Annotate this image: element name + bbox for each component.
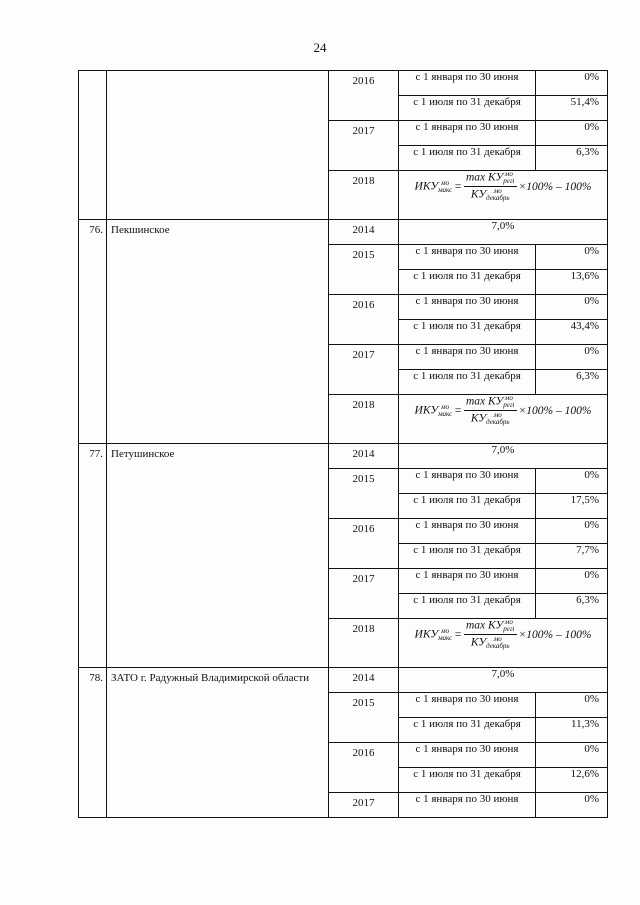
period-cell: с 1 января по 30 июня — [399, 245, 536, 270]
formula-num-sub: регі — [503, 177, 515, 185]
period-cell: с 1 июля по 31 декабря — [399, 320, 536, 345]
period-cell: с 1 января по 30 июня — [399, 793, 536, 818]
formula-num-max: max — [465, 395, 486, 408]
period-cell: с 1 июля по 31 декабря — [399, 718, 536, 743]
year-cell: 2016 — [329, 71, 399, 121]
period-cell: с 1 января по 30 июня — [399, 121, 536, 146]
value-cell: 6,3% — [536, 594, 608, 619]
year-cell: 2016 — [329, 519, 399, 569]
tariff-index-table — [78, 70, 608, 818]
year-cell: 2017 — [329, 345, 399, 395]
value-cell: 0% — [536, 71, 608, 96]
formula-fraction — [464, 395, 517, 426]
table-row — [79, 668, 608, 693]
formula-fraction — [464, 619, 517, 650]
municipality-cell: Пекшинское — [107, 220, 329, 444]
formula-num-ku: КУ — [487, 395, 504, 408]
formula-num-ku: КУ — [487, 171, 504, 184]
formula-num-max: max — [465, 171, 486, 184]
row-number-cell: 77. — [79, 444, 107, 668]
formula-num-sup: мо — [504, 170, 513, 178]
period-cell: с 1 января по 30 июня — [399, 71, 536, 96]
municipality-cell: Петушинское — [107, 444, 329, 668]
value-cell: 0% — [536, 519, 608, 544]
table-row — [79, 220, 608, 245]
municipality-cell: ЗАТО г. Радужный Владимирской области — [107, 668, 329, 818]
municipality-cell — [107, 71, 329, 220]
value-cell: 0% — [536, 693, 608, 718]
formula-lhs-sup: мо — [441, 626, 450, 635]
year-cell: 2014 — [329, 668, 399, 693]
formula-lhs-sub: макс — [438, 633, 453, 642]
period-cell: с 1 июля по 31 декабря — [399, 494, 536, 519]
period-cell: с 1 июля по 31 декабря — [399, 96, 536, 121]
year-cell: 2015 — [329, 693, 399, 743]
value-cell: 0% — [536, 121, 608, 146]
year-cell: 2018 — [329, 395, 399, 444]
formula-lhs: ИКУ — [414, 628, 439, 641]
year-cell: 2016 — [329, 295, 399, 345]
value-cell: 0% — [536, 245, 608, 270]
value-cell: 0% — [536, 469, 608, 494]
value-cell: 0% — [536, 345, 608, 370]
formula-cell — [399, 619, 608, 668]
formula-den-sub: декабрь — [486, 418, 510, 426]
formula-rhs: ×100% – 100% — [518, 628, 592, 641]
value-cell: 51,4% — [536, 96, 608, 121]
page-number: 24 — [313, 40, 327, 55]
formula-lhs-sub: макс — [438, 409, 453, 418]
value-cell: 0% — [536, 295, 608, 320]
period-cell: с 1 января по 30 июня — [399, 469, 536, 494]
period-cell: с 1 июля по 31 декабря — [399, 146, 536, 171]
row-number-cell — [79, 71, 107, 220]
formula-den-sup: мо — [493, 411, 502, 419]
row-number-cell: 78. — [79, 668, 107, 818]
formula-eq: = — [454, 180, 462, 193]
period-cell: с 1 июля по 31 декабря — [399, 768, 536, 793]
period-cell: с 1 января по 30 июня — [399, 519, 536, 544]
value-cell: 0% — [536, 569, 608, 594]
year-cell: 2014 — [329, 220, 399, 245]
formula — [415, 619, 592, 650]
year-cell: 2018 — [329, 171, 399, 220]
formula-eq: = — [454, 628, 462, 641]
formula-num-sub: регі — [503, 401, 515, 409]
value-cell: 12,6% — [536, 768, 608, 793]
formula-num-sup: мо — [504, 394, 513, 402]
period-cell: с 1 января по 30 июня — [399, 569, 536, 594]
formula-lhs: ИКУ — [414, 404, 439, 417]
period-cell: с 1 января по 30 июня — [399, 345, 536, 370]
formula-num-sub: регі — [503, 625, 515, 633]
value-cell: 43,4% — [536, 320, 608, 345]
formula — [415, 171, 592, 202]
value-cell: 7,0% — [399, 444, 608, 469]
value-cell: 13,6% — [536, 270, 608, 295]
year-cell: 2014 — [329, 444, 399, 469]
value-cell: 11,3% — [536, 718, 608, 743]
period-cell: с 1 июля по 31 декабря — [399, 270, 536, 295]
year-cell: 2017 — [329, 793, 399, 818]
formula-lhs-sup: мо — [441, 178, 450, 187]
formula-cell — [399, 171, 608, 220]
period-cell: с 1 января по 30 июня — [399, 295, 536, 320]
formula-rhs: ×100% – 100% — [518, 404, 592, 417]
year-cell: 2015 — [329, 245, 399, 295]
value-cell: 7,0% — [399, 668, 608, 693]
formula-lhs-sub: макс — [438, 185, 453, 194]
formula-den-sup: мо — [493, 635, 502, 643]
formula-lhs-sup: мо — [441, 402, 450, 411]
formula-den-ku: КУ — [470, 412, 487, 425]
period-cell: с 1 июля по 31 декабря — [399, 544, 536, 569]
formula-rhs: ×100% – 100% — [518, 180, 592, 193]
formula-eq: = — [454, 404, 462, 417]
formula-lhs: ИКУ — [414, 180, 439, 193]
period-cell: с 1 июля по 31 декабря — [399, 370, 536, 395]
year-cell: 2017 — [329, 569, 399, 619]
formula-num-max: max — [465, 619, 486, 632]
period-cell: с 1 июля по 31 декабря — [399, 594, 536, 619]
value-cell: 7,0% — [399, 220, 608, 245]
row-number-cell: 76. — [79, 220, 107, 444]
formula-cell — [399, 395, 608, 444]
year-cell: 2018 — [329, 619, 399, 668]
year-cell: 2015 — [329, 469, 399, 519]
year-cell: 2017 — [329, 121, 399, 171]
formula-den-sub: декабрь — [486, 194, 510, 202]
year-cell: 2016 — [329, 743, 399, 793]
formula-den-ku: КУ — [470, 188, 487, 201]
period-cell: с 1 января по 30 июня — [399, 743, 536, 768]
formula-den-ku: КУ — [470, 636, 487, 649]
formula-fraction — [464, 171, 517, 202]
formula-den-sup: мо — [493, 187, 502, 195]
table-row — [79, 444, 608, 469]
value-cell: 6,3% — [536, 370, 608, 395]
value-cell: 6,3% — [536, 146, 608, 171]
period-cell: с 1 января по 30 июня — [399, 693, 536, 718]
formula-num-sup: мо — [504, 618, 513, 626]
value-cell: 0% — [536, 793, 608, 818]
formula-den-sub: декабрь — [486, 642, 510, 650]
value-cell: 17,5% — [536, 494, 608, 519]
value-cell: 0% — [536, 743, 608, 768]
table-row — [79, 71, 608, 96]
formula-num-ku: КУ — [487, 619, 504, 632]
formula — [415, 395, 592, 426]
value-cell: 7,7% — [536, 544, 608, 569]
